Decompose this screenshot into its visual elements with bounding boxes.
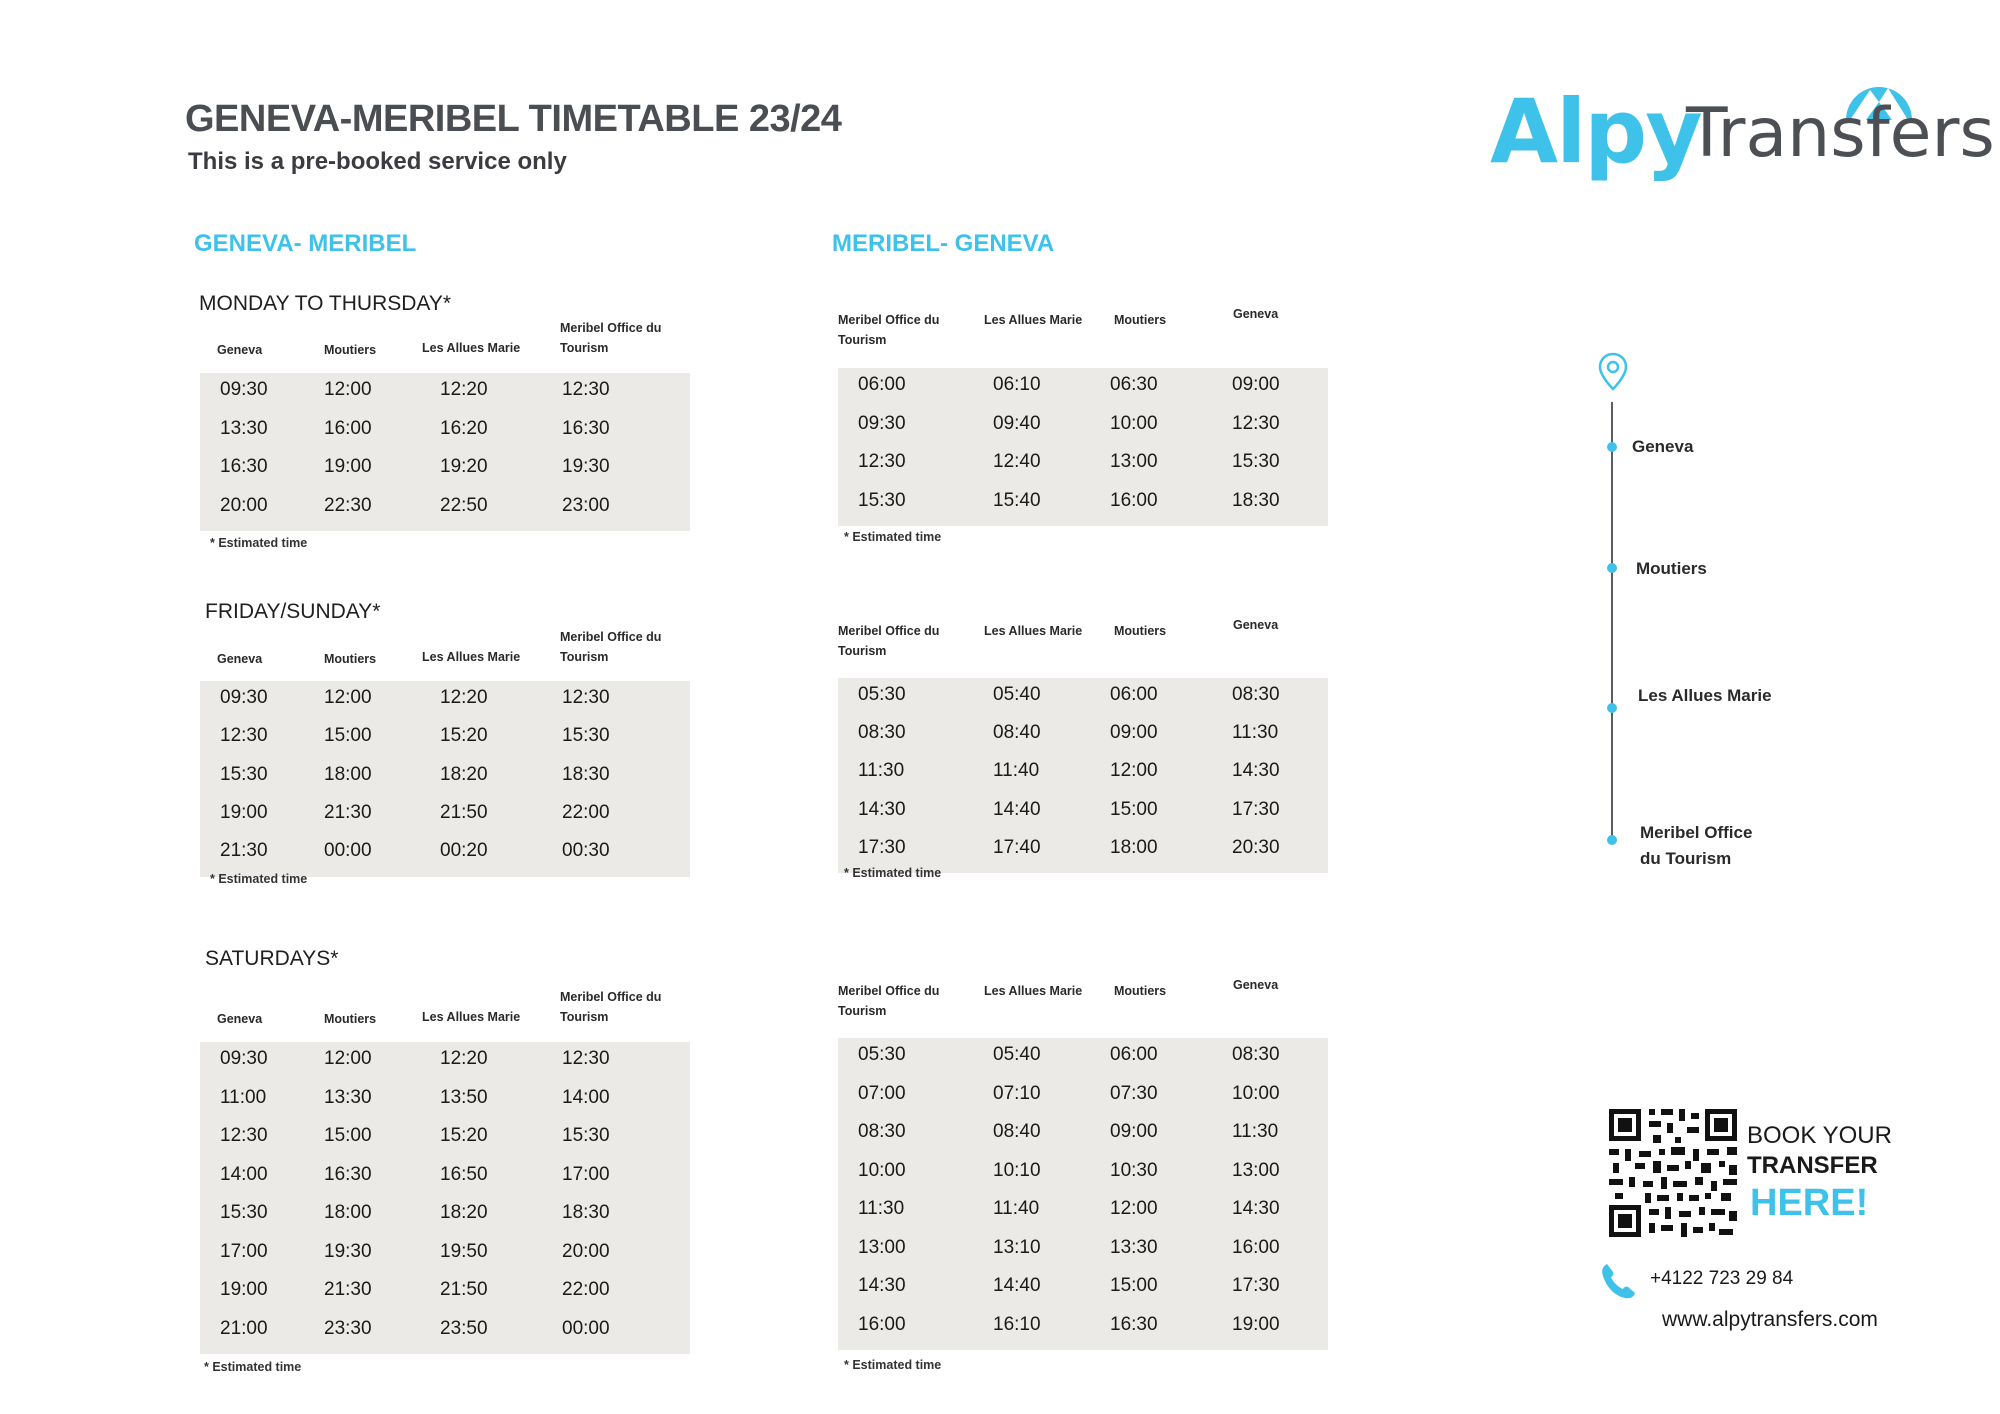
time-cell: 09:00 bbox=[1110, 722, 1158, 744]
column-header: Moutiers bbox=[1114, 313, 1167, 327]
time-cell: 11:30 bbox=[858, 760, 905, 782]
estimated-time-note: * Estimated time bbox=[844, 530, 942, 544]
estimated-time-note: * Estimated time bbox=[844, 866, 942, 880]
page-subtitle: This is a pre-booked service only bbox=[188, 148, 567, 175]
time-cell: 19:50 bbox=[440, 1240, 488, 1262]
time-cell: 21:30 bbox=[324, 1279, 372, 1300]
column-header: Meribel Office du Tourism bbox=[560, 321, 662, 355]
time-cell: 12:00 bbox=[324, 379, 372, 400]
column-header: Les Allues Marie bbox=[422, 341, 521, 355]
time-cell: 10:00 bbox=[1110, 412, 1158, 434]
time-cell: 05:40 bbox=[993, 1044, 1041, 1065]
time-cell: 17:30 bbox=[1232, 1275, 1280, 1296]
time-cell: 22:00 bbox=[562, 801, 610, 823]
time-cell: 12:20 bbox=[440, 1048, 488, 1069]
column-header: Meribel Office du Tourism bbox=[560, 630, 662, 664]
time-cell: 15:20 bbox=[440, 1125, 488, 1146]
column-header: Geneva bbox=[217, 652, 263, 666]
time-cell: 07:00 bbox=[858, 1082, 906, 1104]
website-link[interactable]: www.alpytransfers.com bbox=[1662, 1308, 1878, 1331]
estimated-time-note: * Estimated time bbox=[204, 1360, 302, 1374]
time-cell: 15:00 bbox=[324, 1125, 372, 1146]
time-cell: 05:30 bbox=[858, 1044, 906, 1065]
location-pin-icon bbox=[1598, 352, 1628, 392]
time-cell: 22:30 bbox=[324, 494, 372, 516]
column-header: Geneva bbox=[217, 343, 263, 357]
column-header: Geneva bbox=[1233, 978, 1279, 992]
time-cell: 21:30 bbox=[324, 801, 372, 823]
route-stop-dot bbox=[1607, 563, 1617, 573]
time-cell: 19:00 bbox=[220, 1279, 268, 1300]
route-stop-dot bbox=[1607, 835, 1617, 845]
time-cell: 22:00 bbox=[562, 1279, 610, 1300]
time-cell: 15:00 bbox=[324, 725, 372, 747]
route-stop-dot bbox=[1607, 442, 1617, 452]
time-cell: 09:00 bbox=[1232, 374, 1280, 395]
column-header: Les Allues Marie bbox=[984, 313, 1083, 327]
column-header: Meribel Office du Tourism bbox=[838, 624, 940, 658]
time-cell: 15:30 bbox=[562, 725, 610, 747]
section-geneva-meribel: GENEVA- MERIBEL bbox=[194, 230, 417, 257]
time-cell: 05:40 bbox=[993, 684, 1041, 705]
time-cell: 17:00 bbox=[562, 1163, 610, 1185]
time-cell: 21:00 bbox=[220, 1317, 268, 1339]
time-cell: 18:30 bbox=[1232, 489, 1280, 511]
time-cell: 21:50 bbox=[440, 1279, 488, 1300]
time-cell: 15:20 bbox=[440, 725, 488, 747]
time-cell: 16:00 bbox=[1110, 489, 1158, 511]
time-cell: 12:30 bbox=[1232, 412, 1280, 434]
time-cell: 19:20 bbox=[440, 456, 488, 477]
time-cell: 12:30 bbox=[220, 1125, 268, 1146]
time-cell: 11:40 bbox=[993, 1198, 1040, 1219]
estimated-time-note: * Estimated time bbox=[210, 536, 308, 550]
time-cell: 12:30 bbox=[858, 451, 906, 472]
day-heading-fri-sun: FRIDAY/SUNDAY* bbox=[205, 600, 381, 623]
time-cell: 00:00 bbox=[562, 1317, 610, 1339]
column-header: Les Allues Marie bbox=[984, 984, 1083, 998]
time-cell: 07:10 bbox=[993, 1082, 1041, 1104]
column-header: Les Allues Marie bbox=[984, 624, 1083, 638]
column-header: Geneva bbox=[217, 1012, 263, 1026]
alpy-transfers-logo[interactable] bbox=[1490, 60, 1995, 190]
time-cell: 00:00 bbox=[324, 840, 372, 862]
time-cell: 10:00 bbox=[1232, 1082, 1280, 1104]
time-cell: 14:40 bbox=[993, 1275, 1041, 1296]
time-cell: 16:30 bbox=[324, 1163, 372, 1185]
column-header: Les Allues Marie bbox=[422, 1010, 521, 1024]
time-cell: 08:30 bbox=[1232, 1044, 1280, 1065]
time-cell: 17:40 bbox=[993, 836, 1041, 858]
time-cell: 18:20 bbox=[440, 1202, 488, 1223]
time-cell: 22:50 bbox=[440, 494, 488, 516]
time-cell: 14:00 bbox=[220, 1163, 268, 1185]
section-meribel-geneva: MERIBEL- GENEVA bbox=[832, 230, 1055, 257]
time-cell: 19:00 bbox=[324, 456, 372, 477]
time-cell: 13:00 bbox=[858, 1236, 906, 1258]
column-header: Moutiers bbox=[1114, 984, 1167, 998]
column-header: Les Allues Marie bbox=[422, 650, 521, 664]
time-cell: 12:00 bbox=[324, 1048, 372, 1069]
time-cell: 09:30 bbox=[220, 379, 268, 400]
time-cell: 12:00 bbox=[1110, 760, 1158, 782]
time-cell: 15:30 bbox=[562, 1125, 610, 1146]
time-cell: 09:00 bbox=[1110, 1121, 1158, 1142]
time-cell: 17:30 bbox=[1232, 798, 1280, 820]
estimated-time-note: * Estimated time bbox=[844, 1358, 942, 1372]
time-cell: 16:30 bbox=[562, 417, 610, 439]
time-cell: 09:40 bbox=[993, 412, 1041, 434]
time-cell: 00:30 bbox=[562, 840, 610, 862]
time-cell: 08:30 bbox=[858, 1121, 906, 1142]
time-cell: 20:30 bbox=[1232, 836, 1280, 858]
time-cell: 15:00 bbox=[1110, 798, 1158, 820]
logo-alpy-text: Alpy bbox=[1490, 80, 1701, 183]
time-cell: 15:30 bbox=[220, 1202, 268, 1223]
column-header: Geneva bbox=[1233, 307, 1279, 321]
column-header: Geneva bbox=[1233, 618, 1279, 632]
time-cell: 14:30 bbox=[1232, 760, 1280, 782]
time-cell: 15:40 bbox=[993, 489, 1041, 511]
route-stop-dot bbox=[1607, 703, 1617, 713]
phone-number[interactable]: +4122 723 29 84 bbox=[1650, 1268, 1794, 1289]
time-cell: 18:00 bbox=[1110, 836, 1158, 858]
route-line bbox=[1611, 402, 1613, 840]
time-cell: 18:20 bbox=[440, 763, 488, 785]
estimated-time-note: * Estimated time bbox=[210, 872, 308, 886]
time-cell: 12:30 bbox=[562, 687, 610, 708]
book-line-2: TRANSFER bbox=[1747, 1152, 1878, 1179]
day-heading-mon-thu: MONDAY TO THURSDAY* bbox=[199, 292, 452, 315]
time-cell: 10:30 bbox=[1110, 1159, 1158, 1181]
time-cell: 13:30 bbox=[1110, 1236, 1158, 1258]
time-cell: 18:00 bbox=[324, 763, 372, 785]
time-cell: 11:30 bbox=[1232, 1121, 1279, 1142]
time-cell: 00:20 bbox=[440, 840, 488, 862]
column-header: Moutiers bbox=[324, 343, 377, 357]
time-cell: 14:30 bbox=[858, 798, 906, 820]
column-header: Meribel Office du Tourism bbox=[838, 313, 940, 347]
time-cell: 16:00 bbox=[324, 417, 372, 439]
time-cell: 12:00 bbox=[1110, 1198, 1158, 1219]
logo-transfers-text: Transfers bbox=[1686, 94, 1995, 173]
page-title: GENEVA-MERIBEL TIMETABLE 23/24 bbox=[185, 98, 842, 140]
time-cell: 17:00 bbox=[220, 1240, 268, 1262]
time-cell: 09:30 bbox=[220, 1048, 268, 1069]
time-cell: 21:30 bbox=[220, 840, 268, 862]
time-cell: 13:00 bbox=[1232, 1159, 1280, 1181]
time-cell: 10:00 bbox=[858, 1159, 906, 1181]
time-cell: 10:10 bbox=[993, 1159, 1041, 1181]
time-cell: 14:40 bbox=[993, 798, 1041, 820]
route-stop-label: Les Allues Marie bbox=[1638, 686, 1772, 705]
time-cell: 19:00 bbox=[220, 801, 268, 823]
time-cell: 13:50 bbox=[440, 1086, 488, 1108]
time-cell: 14:00 bbox=[562, 1086, 610, 1108]
time-cell: 13:00 bbox=[1110, 451, 1158, 472]
time-cell: 11:30 bbox=[1232, 722, 1279, 744]
time-cell: 16:00 bbox=[858, 1313, 906, 1335]
column-header: Meribel Office du Tourism bbox=[560, 990, 662, 1024]
time-cell: 16:30 bbox=[1110, 1313, 1158, 1335]
time-cell: 19:30 bbox=[562, 456, 610, 477]
book-line-1: BOOK YOUR bbox=[1747, 1122, 1892, 1149]
time-cell: 05:30 bbox=[858, 684, 906, 705]
time-cell: 15:30 bbox=[858, 489, 906, 511]
time-cell: 18:00 bbox=[324, 1202, 372, 1223]
time-cell: 18:30 bbox=[562, 1202, 610, 1223]
time-cell: 16:50 bbox=[440, 1163, 488, 1185]
time-cell: 07:30 bbox=[1110, 1082, 1158, 1104]
time-cell: 15:30 bbox=[1232, 451, 1280, 472]
time-cell: 18:30 bbox=[562, 763, 610, 785]
time-cell: 06:30 bbox=[1110, 374, 1158, 395]
time-cell: 12:20 bbox=[440, 379, 488, 400]
time-cell: 08:30 bbox=[1232, 684, 1280, 705]
time-cell: 21:50 bbox=[440, 801, 488, 823]
column-header: Moutiers bbox=[324, 652, 377, 666]
time-cell: 08:40 bbox=[993, 722, 1041, 744]
time-cell: 12:40 bbox=[993, 451, 1041, 472]
column-header: Moutiers bbox=[324, 1012, 377, 1026]
time-cell: 12:30 bbox=[220, 725, 268, 747]
time-cell: 06:00 bbox=[1110, 684, 1158, 705]
time-cell: 23:30 bbox=[324, 1317, 372, 1339]
time-cell: 12:00 bbox=[324, 687, 372, 708]
time-cell: 19:30 bbox=[324, 1240, 372, 1262]
time-cell: 09:30 bbox=[220, 687, 268, 708]
day-heading-sat: SATURDAYS* bbox=[205, 947, 339, 970]
time-cell: 23:50 bbox=[440, 1317, 488, 1339]
time-cell: 12:20 bbox=[440, 687, 488, 708]
book-here-link[interactable]: HERE! bbox=[1750, 1182, 1869, 1224]
time-cell: 14:30 bbox=[1232, 1198, 1280, 1219]
time-cell: 08:40 bbox=[993, 1121, 1041, 1142]
time-cell: 16:30 bbox=[220, 456, 268, 477]
time-cell: 16:00 bbox=[1232, 1236, 1280, 1258]
route-stop-label: Geneva bbox=[1632, 437, 1694, 456]
time-cell: 12:30 bbox=[562, 1048, 610, 1069]
time-cell: 16:10 bbox=[993, 1313, 1041, 1335]
time-cell: 11:00 bbox=[220, 1086, 267, 1108]
time-cell: 06:00 bbox=[858, 374, 906, 395]
time-cell: 16:20 bbox=[440, 417, 488, 439]
time-cell: 20:00 bbox=[220, 494, 268, 516]
qr-code-icon[interactable] bbox=[1605, 1105, 1741, 1241]
time-cell: 06:00 bbox=[1110, 1044, 1158, 1065]
route-stop-label: Moutiers bbox=[1636, 559, 1707, 578]
time-cell: 15:00 bbox=[1110, 1275, 1158, 1296]
time-cell: 17:30 bbox=[858, 836, 906, 858]
time-cell: 09:30 bbox=[858, 412, 906, 434]
phone-icon bbox=[1597, 1260, 1639, 1302]
time-cell: 13:30 bbox=[220, 417, 268, 439]
time-cell: 11:30 bbox=[858, 1198, 905, 1219]
time-cell: 19:00 bbox=[1232, 1313, 1280, 1335]
column-header: Moutiers bbox=[1114, 624, 1167, 638]
time-cell: 13:30 bbox=[324, 1086, 372, 1108]
time-cell: 12:30 bbox=[562, 379, 610, 400]
time-cell: 11:40 bbox=[993, 760, 1040, 782]
time-cell: 23:00 bbox=[562, 494, 610, 516]
route-stop-label: Meribel Office du Tourism bbox=[1640, 823, 1753, 868]
time-cell: 06:10 bbox=[993, 374, 1041, 395]
time-cell: 14:30 bbox=[858, 1275, 906, 1296]
time-cell: 13:10 bbox=[993, 1236, 1041, 1258]
time-cell: 15:30 bbox=[220, 763, 268, 785]
time-cell: 20:00 bbox=[562, 1240, 610, 1262]
column-header: Meribel Office du Tourism bbox=[838, 984, 940, 1018]
time-cell: 08:30 bbox=[858, 722, 906, 744]
